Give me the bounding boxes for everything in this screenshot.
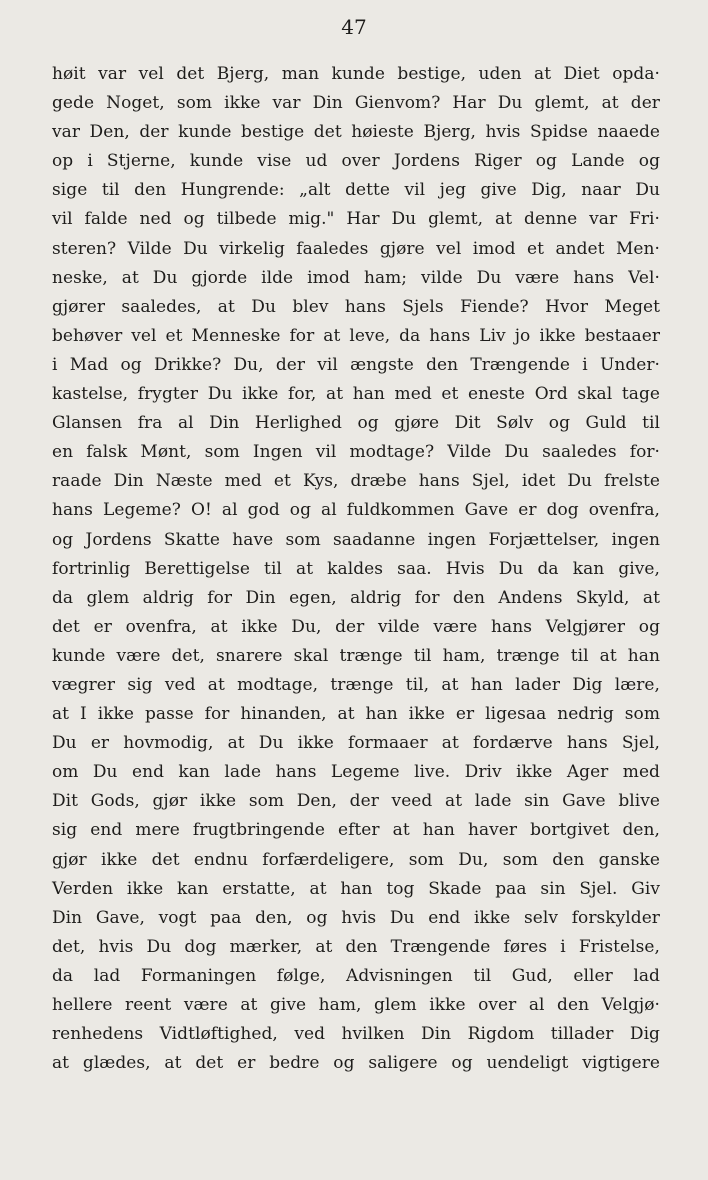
text-line: vil falde ned og tilbede mig." Har Du glemt, at denne var Fri·: [52, 209, 660, 230]
text-line: gede Noget, som ikke var Din Gienvom? Har Du glemt, at der: [52, 93, 660, 114]
text-line: at I ikke passe for hinanden, at han ikke er ligesaa nedrig som: [52, 704, 660, 725]
text-line: i Mad og Drikke? Du, der vil ængste den Trængende i Under·: [52, 354, 660, 375]
text-line: steren? Vilde Du virkelig faaledes gjøre vel imod et andet Men·: [52, 238, 660, 259]
text-line: behøver vel et Menneske for at leve, da hans Liv jo ikke bestaaer: [52, 325, 660, 346]
text-line: det er ovenfra, at ikke Du, der vilde være hans Velgjører og: [52, 616, 660, 637]
text-line: Verden ikke kan erstatte, at han tog Skade paa sin Sjel. Giv: [52, 878, 660, 899]
text-line: fortrinlig Berettigelse til at kaldes saa. Hvis Du da kan give,: [52, 558, 660, 579]
text-line: neske, at Du gjorde ilde imod ham; vilde Du være hans Vel·: [52, 267, 660, 288]
text-line: Du er hovmodig, at Du ikke formaaer at fordærve hans Sjel,: [52, 733, 660, 754]
text-line: kastelse, frygter Du ikke for, at han med et eneste Ord skal tage: [52, 384, 660, 405]
text-line: hans Legeme? O! al god og al fuldkommen Gave er dog ovenfra,: [52, 500, 660, 521]
text-line: Glansen fra al Din Herlighed og gjøre Dit Sølv og Guld til: [52, 413, 660, 434]
text-line: Dit Gods, gjør ikke som Den, der veed at lade sin Gave blive: [52, 791, 660, 812]
text-line: høit var vel det Bjerg, man kunde bestige, uden at Diet opda·: [52, 64, 660, 84]
text-line: var Den, der kunde bestige det høieste Bjerg, hvis Spidse naaede: [52, 122, 660, 143]
text-line: gjør ikke det endnu forfærdeligere, som Du, som den ganske: [52, 849, 660, 870]
text-line: gjører saaledes, at Du blev hans Sjels Fiende? Hvor Meget: [52, 296, 660, 317]
text-line: vægrer sig ved at modtage, trænge til, at han lader Dig lære,: [52, 674, 660, 695]
text-line: om Du end kan lade hans Legeme live. Driv ikke Ager med: [52, 762, 660, 783]
text-line: det, hvis Du dog mærker, at den Trængende føres i Fristelse,: [52, 936, 660, 957]
text-line: og Jordens Skatte have som saadanne ingen Forjættelser, ingen: [52, 529, 660, 550]
text-line: da lad Formaningen følge, Advisningen til Gud, eller lad: [52, 965, 660, 986]
body-text: [52, 60, 660, 1078]
text-line: renhedens Vidtløftighed, ved hvilken Din Rigdom tillader Dig: [52, 1024, 660, 1045]
text-line: da glem aldrig for Din egen, aldrig for den Andens Skyld, at: [52, 587, 660, 608]
text-line: at glædes, at det er bedre og saligere og uendeligt vigtigere: [52, 1053, 660, 1074]
text-line: kunde være det, snarere skal trænge til ham, trænge til at han: [52, 645, 660, 666]
text-line: Din Gave, vogt paa den, og hvis Du end ikke selv forskylder: [52, 907, 660, 928]
text-line: hellere reent være at give ham, glem ikke over al den Velgjø·: [52, 995, 660, 1015]
page-number: 47: [341, 15, 367, 39]
text-line: sige til den Hungrende: „alt dette vil jeg give Dig, naar Du: [52, 180, 660, 201]
text-line: raade Din Næste med et Kys, dræbe hans Sjel, idet Du frelste: [52, 471, 660, 492]
text-line: en falsk Mønt, som Ingen vil modtage? Vilde Du saaledes for·: [52, 442, 660, 463]
text-line: op i Stjerne, kunde vise ud over Jordens Riger og Lande og: [52, 151, 660, 172]
text-line: sig end mere frugtbringende efter at han haver bortgivet den,: [52, 820, 660, 841]
